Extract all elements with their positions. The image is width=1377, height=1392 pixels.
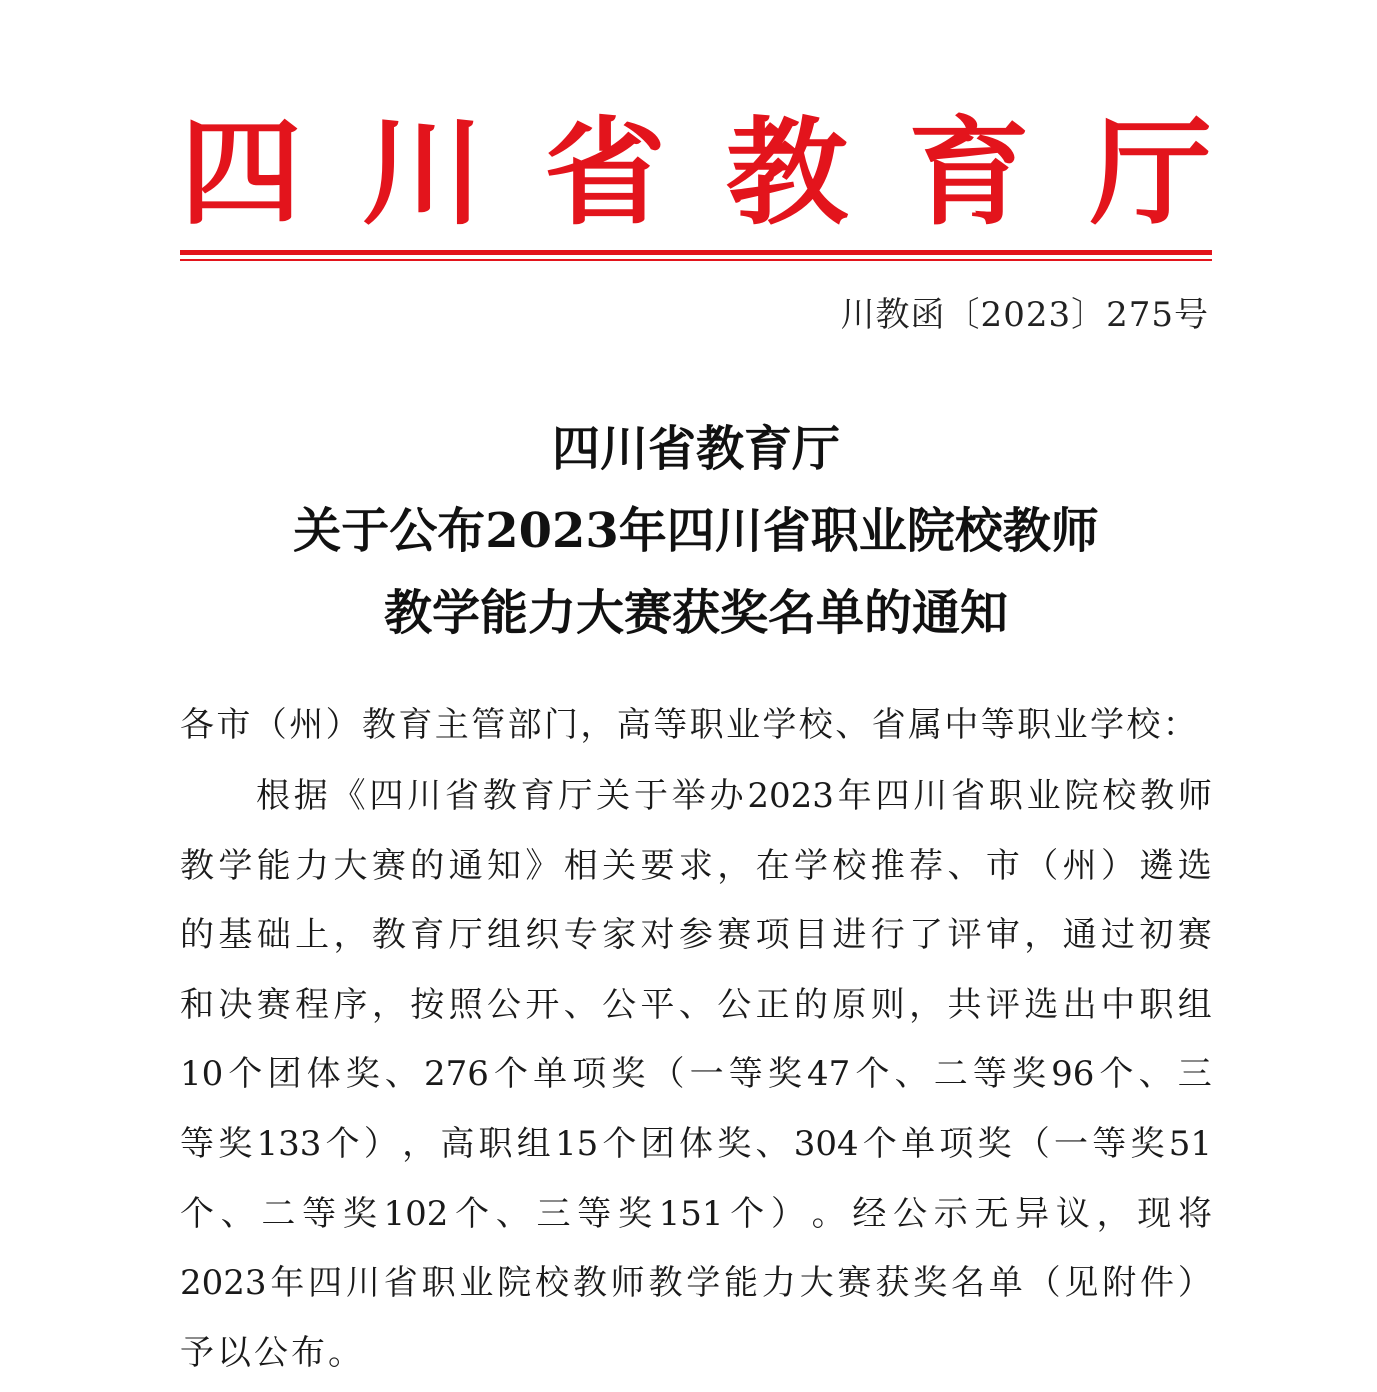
body-token: 业 xyxy=(459,1263,494,1304)
body-token: 公 xyxy=(893,1193,928,1234)
body-token: 厅 xyxy=(448,915,483,956)
body-token: 关 xyxy=(602,845,637,886)
header-char: 教 xyxy=(726,105,848,241)
body-token: 组 xyxy=(1177,984,1212,1025)
body-token: 能 xyxy=(724,1263,759,1304)
body-line xyxy=(180,836,1212,906)
body-token: 职 xyxy=(478,1123,513,1164)
body-token: 个 xyxy=(494,1054,529,1095)
body-token: 2023 xyxy=(180,1263,267,1304)
body-token: 于 xyxy=(633,776,668,816)
body-token: 平 xyxy=(640,984,675,1025)
body-token: 组 xyxy=(516,1123,551,1164)
body-token: 根 xyxy=(256,776,290,816)
body-token: ， xyxy=(909,984,944,1025)
body-token: 单 xyxy=(988,1263,1023,1304)
body-token: 等 xyxy=(180,1123,214,1164)
body-token: 奖 xyxy=(913,1263,948,1304)
body-token: ， xyxy=(402,1123,437,1164)
body-token: 102 xyxy=(383,1193,449,1234)
body-token: 奖 xyxy=(342,1193,377,1234)
body-token: 见 xyxy=(1064,1263,1099,1304)
body-token: 个 xyxy=(455,1193,490,1234)
body-token: 议 xyxy=(1055,1193,1090,1234)
body-token: 学 xyxy=(218,845,253,886)
body-token: 中 xyxy=(1101,984,1135,1025)
body-token: 参 xyxy=(678,915,713,956)
body-token: 初 xyxy=(1139,915,1174,956)
body-token: 个 xyxy=(730,1193,765,1234)
body-token: 川 xyxy=(407,776,442,816)
body-token: 举 xyxy=(671,776,706,816)
body-token: 了 xyxy=(909,915,944,956)
body-token: 公 xyxy=(717,984,752,1025)
body-token: 市 xyxy=(985,845,1020,886)
body-token: 对 xyxy=(640,915,675,956)
body-token: 力 xyxy=(761,1263,796,1304)
body-token: 力 xyxy=(295,845,330,886)
body-token: 省 xyxy=(383,1263,418,1304)
body-token: 出 xyxy=(1062,984,1097,1025)
body-token: 职 xyxy=(988,776,1023,816)
body-token: ） xyxy=(1101,845,1135,886)
body-line xyxy=(180,1184,1212,1254)
body-token: 名 xyxy=(950,1263,985,1304)
body-token: 二 xyxy=(261,1193,296,1234)
header-char: 川 xyxy=(362,105,484,241)
header-char: 育 xyxy=(908,105,1030,241)
body-token: 过 xyxy=(1101,915,1135,956)
body-token: 年 xyxy=(270,1263,305,1304)
body-token: 师 xyxy=(1177,776,1212,816)
body-token: （ xyxy=(650,1054,685,1095)
body-token: 、 xyxy=(1138,1054,1173,1095)
body-token: 。 xyxy=(811,1193,846,1234)
body-token: ， xyxy=(371,984,406,1025)
body-token: 序 xyxy=(333,984,368,1025)
body-token: ， xyxy=(1024,915,1059,956)
body-token: 奖 xyxy=(977,1123,1012,1164)
body-token: ， xyxy=(1096,1193,1131,1234)
red-divider-thin xyxy=(180,259,1212,261)
title-line: 关于公布2023年四川省职业院校教师 xyxy=(293,503,1099,559)
body-line xyxy=(180,905,1212,975)
header-char: 厅 xyxy=(1090,105,1212,241)
body-token: 厅 xyxy=(558,776,593,816)
body-token: 奖 xyxy=(345,1054,380,1095)
body-token: 经 xyxy=(852,1193,887,1234)
body-token: 奖 xyxy=(767,1054,802,1095)
body-token: 等 xyxy=(302,1193,337,1234)
body-token: 的 xyxy=(794,984,828,1025)
body-token: 年 xyxy=(837,776,872,816)
body-token: 基 xyxy=(218,915,253,956)
header-char: 省 xyxy=(544,105,666,241)
body-token: 二 xyxy=(933,1054,968,1095)
red-divider-thick xyxy=(180,250,1212,255)
body-token: 将 xyxy=(1177,1193,1212,1234)
body-token: 学 xyxy=(794,845,828,886)
body-token: 无 xyxy=(974,1193,1009,1234)
body-line xyxy=(180,1114,1212,1184)
body-token: 在 xyxy=(755,845,790,886)
body-token: 赛 xyxy=(256,984,291,1025)
body-token: 织 xyxy=(525,915,560,956)
body-token: 审 xyxy=(985,915,1020,956)
body-token: 知 xyxy=(487,845,521,886)
body-token: 行 xyxy=(870,915,905,956)
body-line xyxy=(180,1044,1212,1114)
body-token: 则 xyxy=(870,984,905,1025)
body-token: 获 xyxy=(875,1263,910,1304)
body-token: 通 xyxy=(448,845,483,886)
body-token: ， xyxy=(717,845,752,886)
body-token: （ xyxy=(1015,1123,1050,1164)
body-token: 校 xyxy=(832,845,867,886)
body-token: 等 xyxy=(577,1193,612,1234)
body-token: 开 xyxy=(525,984,560,1025)
body-token: 通 xyxy=(1062,915,1097,956)
body-token: 奖 xyxy=(218,1123,253,1164)
body-token: 职 xyxy=(1139,984,1174,1025)
body-token: 奖 xyxy=(611,1054,646,1095)
issuing-authority-header xyxy=(180,105,1212,241)
body-token: 单 xyxy=(901,1123,936,1164)
body-token: 相 xyxy=(563,845,598,886)
body-token: 业 xyxy=(1026,776,1061,816)
body-token: 、 xyxy=(755,1123,790,1164)
body-token: 评 xyxy=(985,984,1020,1025)
body-token: 三 xyxy=(536,1193,571,1234)
body-token: 和 xyxy=(180,984,214,1025)
body-token: 的 xyxy=(410,845,445,886)
body-token: 四 xyxy=(875,776,910,816)
body-token: 项 xyxy=(755,915,790,956)
body-token: 家 xyxy=(602,915,637,956)
body-token: 大 xyxy=(333,845,368,886)
body-token: 公 xyxy=(487,984,521,1025)
body-token: 奖 xyxy=(717,1123,752,1164)
body-token: 程 xyxy=(295,984,330,1025)
body-token: 件 xyxy=(1140,1263,1175,1304)
body-token: 关 xyxy=(596,776,631,816)
body-token: 》 xyxy=(525,845,560,886)
title-line: 教学能力大赛获奖名单的通知 xyxy=(383,585,1008,641)
body-token: 赛 xyxy=(717,915,752,956)
body-token: 个 xyxy=(862,1123,897,1164)
body-token: 个 xyxy=(855,1054,890,1095)
body-token: 省 xyxy=(951,776,986,816)
body-token: 能 xyxy=(256,845,291,886)
body-token: 公 xyxy=(602,984,637,1025)
body-token: 据 xyxy=(293,776,328,816)
body-token: 院 xyxy=(1064,776,1099,816)
body-token: 上 xyxy=(295,915,330,956)
body-token: 职 xyxy=(421,1263,456,1304)
body-token: 荐 xyxy=(909,845,944,886)
body-token: 川 xyxy=(345,1263,380,1304)
body-token: 、 xyxy=(220,1193,255,1234)
body-token: 96 xyxy=(1051,1054,1095,1095)
body-token: 要 xyxy=(640,845,675,886)
body-token: 组 xyxy=(487,915,521,956)
body-token: ） xyxy=(1177,1263,1212,1304)
body-token: 10 xyxy=(180,1054,224,1095)
body-token: 赛 xyxy=(1177,915,1212,956)
body-token: 教 xyxy=(572,1263,607,1304)
body-token: 专 xyxy=(563,915,598,956)
body-token: 原 xyxy=(832,984,867,1025)
body-token: 决 xyxy=(218,984,253,1025)
body-token: 学 xyxy=(686,1263,721,1304)
body-token: 四 xyxy=(308,1263,343,1304)
body-token: 州 xyxy=(1062,845,1097,886)
body-token: 教 xyxy=(180,845,214,886)
body-token: 151 xyxy=(658,1193,724,1234)
body-token: 、 xyxy=(495,1193,530,1234)
body-token: 一 xyxy=(1054,1123,1088,1164)
body-token: 个 xyxy=(325,1123,360,1164)
body-token: 276 xyxy=(424,1054,489,1095)
body-token: 2023 xyxy=(747,776,834,816)
body-token: 个 xyxy=(602,1123,637,1164)
body-token: 高 xyxy=(440,1123,475,1164)
body-token: 示 xyxy=(933,1193,968,1234)
body-token: 四 xyxy=(369,776,404,816)
body-token: 个 xyxy=(1099,1054,1134,1095)
body-token: 一 xyxy=(689,1054,724,1095)
body-token: 体 xyxy=(306,1054,341,1095)
body-token: 教 xyxy=(482,776,517,816)
body-token: 正 xyxy=(755,984,790,1025)
body-token: 133 xyxy=(256,1123,322,1164)
body-token: ） xyxy=(363,1123,398,1164)
body-token: 51 xyxy=(1168,1123,1212,1164)
body-token: 304 xyxy=(793,1123,859,1164)
body-token: 育 xyxy=(520,776,555,816)
body-token: 等 xyxy=(1092,1123,1127,1164)
body-token: 等 xyxy=(972,1054,1007,1095)
body-token: 选 xyxy=(1177,845,1212,886)
body-token: 项 xyxy=(572,1054,607,1095)
body-token: 个 xyxy=(228,1054,263,1095)
body-token: 、 xyxy=(947,845,982,886)
body-paragraph xyxy=(180,766,1212,1392)
body-token: 异 xyxy=(1015,1193,1050,1234)
body-token: 赛 xyxy=(837,1263,872,1304)
body-token: 、 xyxy=(384,1054,419,1095)
body-token: 按 xyxy=(410,984,445,1025)
body-token: ） xyxy=(770,1193,805,1234)
body-token: （ xyxy=(1024,845,1059,886)
body-token: ， xyxy=(333,915,368,956)
body-token: 三 xyxy=(1177,1054,1212,1095)
body-token: 评 xyxy=(947,915,982,956)
body-token: 教 xyxy=(371,915,406,956)
body-token: 《 xyxy=(331,776,366,816)
body-token: 院 xyxy=(497,1263,532,1304)
body-token: 目 xyxy=(794,915,828,956)
body-line: 予以公布。 xyxy=(180,1332,365,1373)
body-token: 奖 xyxy=(1130,1123,1165,1164)
body-token: 个 xyxy=(180,1193,214,1234)
header-char: 四 xyxy=(180,105,302,241)
body-token: 奖 xyxy=(1011,1054,1046,1095)
body-token: 奖 xyxy=(617,1193,652,1234)
body-token: 校 xyxy=(1102,776,1137,816)
addressee-line: 各市（州）教育主管部门，高等职业学校、省属中等职业学校： xyxy=(180,705,1200,745)
document-number: 川教函〔2023〕275号 xyxy=(840,295,1209,335)
document-title xyxy=(180,408,1212,654)
body-token: 川 xyxy=(913,776,948,816)
body-token: 共 xyxy=(947,984,982,1025)
body-token: 进 xyxy=(832,915,867,956)
body-token: 附 xyxy=(1102,1263,1137,1304)
body-token: 省 xyxy=(444,776,479,816)
body-token: 团 xyxy=(640,1123,675,1164)
body-token: 教 xyxy=(1140,776,1175,816)
body-token: 推 xyxy=(870,845,905,886)
body-token: 大 xyxy=(799,1263,834,1304)
body-token: 校 xyxy=(535,1263,570,1304)
body-token: 团 xyxy=(267,1054,302,1095)
body-token: 、 xyxy=(894,1054,929,1095)
title-line: 四川省教育厅 xyxy=(551,421,840,477)
body-token: 赛 xyxy=(371,845,406,886)
body-token: 现 xyxy=(1137,1193,1172,1234)
body-token: 照 xyxy=(448,984,483,1025)
body-token: 办 xyxy=(709,776,744,816)
body-token: 的 xyxy=(180,915,214,956)
body-token: 求 xyxy=(678,845,713,886)
body-token: 础 xyxy=(256,915,291,956)
body-line xyxy=(180,766,1212,836)
body-token: 遴 xyxy=(1139,845,1174,886)
body-token: 单 xyxy=(533,1054,568,1095)
body-line xyxy=(180,975,1212,1045)
body-token: 师 xyxy=(610,1263,645,1304)
body-token: 选 xyxy=(1024,984,1059,1025)
body-token: 教 xyxy=(648,1263,683,1304)
body-token: 、 xyxy=(563,984,598,1025)
body-token: （ xyxy=(1026,1263,1061,1304)
body-line xyxy=(180,1253,1212,1323)
body-token: 体 xyxy=(678,1123,713,1164)
body-token: 15 xyxy=(555,1123,599,1164)
body-token: 项 xyxy=(939,1123,974,1164)
body-token: 、 xyxy=(678,984,713,1025)
body-token: 等 xyxy=(728,1054,763,1095)
body-token: 47 xyxy=(807,1054,851,1095)
body-token: 育 xyxy=(410,915,445,956)
